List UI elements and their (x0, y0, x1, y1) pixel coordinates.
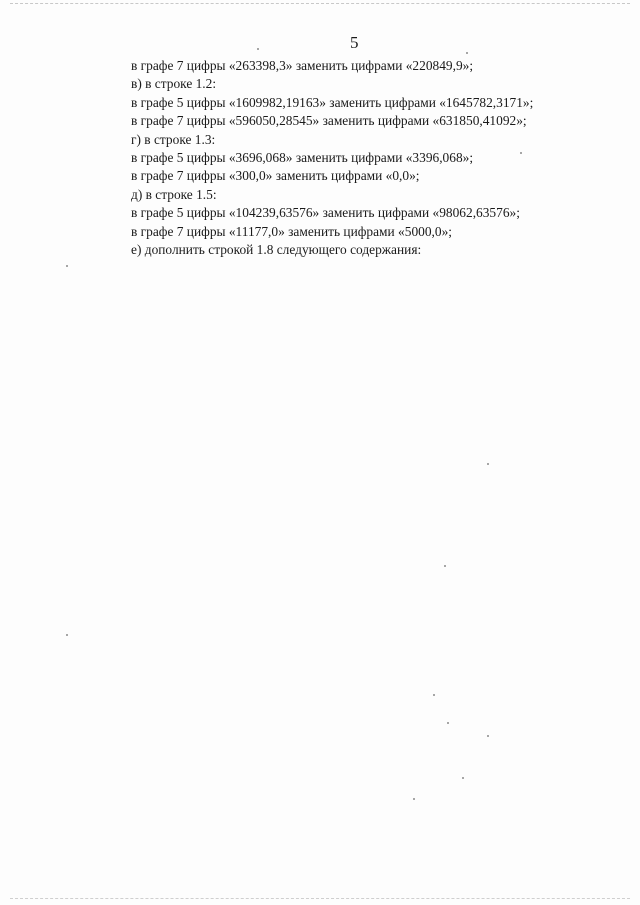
page-number: 5 (350, 33, 359, 52)
scan-speck (466, 52, 468, 54)
document-body (131, 57, 621, 259)
text-line: в графе 7 цифры «300,0» заменить цифрами «0,0»; (131, 168, 420, 184)
text-line: в графе 5 цифры «104239,63576» заменить цифрами «98062,63576»; (131, 205, 520, 221)
text-line: д) в строке 1.5: (131, 186, 217, 202)
text-line: г) в строке 1.3: (131, 131, 216, 147)
scan-edge-bottom (10, 898, 630, 899)
scan-speck (66, 634, 68, 636)
scan-speck (413, 798, 415, 800)
scan-speck (462, 777, 464, 779)
text-line: в) в строке 1.2: (131, 76, 217, 92)
text-line: в графе 7 цифры «11177,0» заменить цифрами «5000,0»; (131, 223, 452, 239)
scan-speck (444, 565, 446, 567)
scan-speck (487, 735, 489, 737)
text-line: в графе 5 цифры «1609982,19163» заменить цифрами «1645782,3171»; (131, 94, 534, 110)
text-line: в графе 5 цифры «3696,068» заменить цифрами «3396,068»; (131, 150, 474, 166)
scan-edge-top (10, 3, 630, 4)
scan-speck (66, 265, 68, 267)
text-line: е) дополнить строкой 1.8 следующего содержания: (131, 242, 422, 258)
text-line: в графе 7 цифры «263398,3» заменить цифрами «220849,9»; (131, 58, 474, 73)
text-line: в графе 7 цифры «596050,28545» заменить цифрами «631850,41092»; (131, 113, 527, 129)
scan-speck (433, 694, 435, 696)
scan-speck (447, 722, 449, 724)
scan-speck (487, 463, 489, 465)
scan-speck (257, 48, 259, 50)
